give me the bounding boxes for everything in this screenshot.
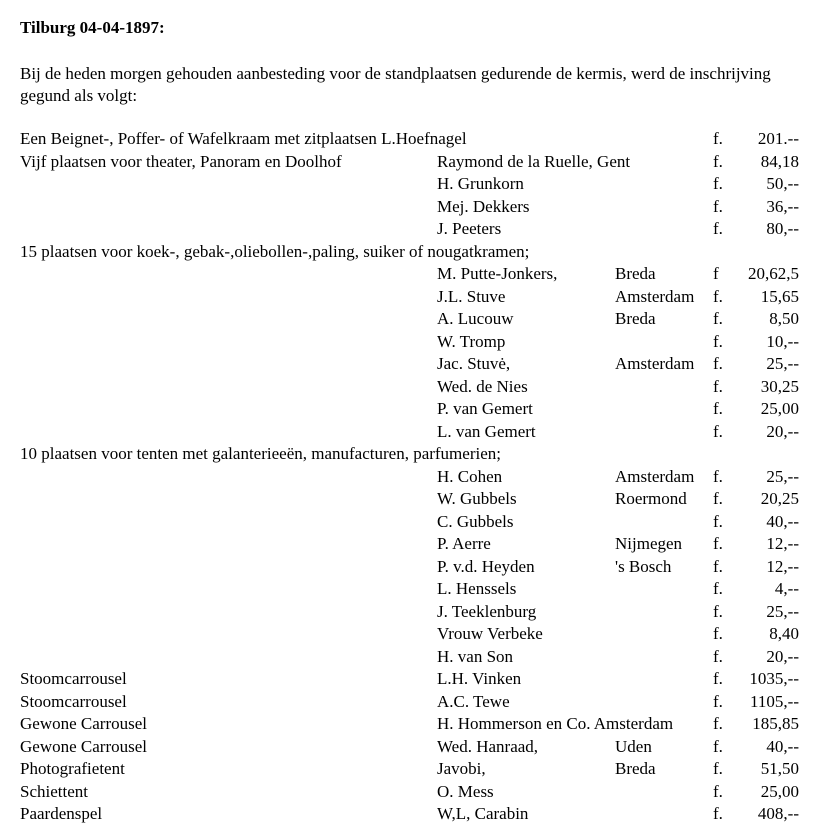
- row-currency: f.: [713, 354, 723, 373]
- row-place: 's Bosch: [615, 557, 672, 576]
- row-name: L.H. Vinken: [437, 669, 522, 688]
- row-name: P. Aerre: [437, 534, 491, 553]
- row-name: Javobi,: [437, 759, 486, 778]
- row-currency: f.: [713, 579, 723, 598]
- row-name: H. van Son: [437, 647, 514, 666]
- row-category: 15 plaatsen voor koek-, gebak-,oliebollen-,paling, suiker of nougatkramen;: [20, 242, 530, 261]
- row-amount: 12,--: [766, 557, 799, 576]
- row-amount: 25,--: [766, 354, 799, 373]
- intro-paragraph: Bij de heden morgen gehouden aanbesteding voor de standplaatsen gedurende de kermis, werd de inschrijving gegund als volgt:: [20, 64, 771, 105]
- row-amount: 50,--: [766, 174, 799, 193]
- row-category: Vijf plaatsen voor theater, Panoram en Doolhof: [20, 152, 342, 171]
- row-category: 10 plaatsen voor tenten met galanterieeën, manufacturen, parfumerien;: [20, 444, 501, 463]
- row-name: A.C. Tewe: [437, 692, 510, 711]
- row-name: H. Cohen: [437, 467, 503, 486]
- row-amount: 40,--: [766, 737, 799, 756]
- row-currency: f.: [713, 152, 723, 171]
- row-category: Photografietent: [20, 759, 125, 778]
- row-name: P. v.d. Heyden: [437, 557, 535, 576]
- row-amount: 25,--: [766, 602, 799, 621]
- row-category: Stoomcarrousel: [20, 692, 127, 711]
- row-amount: 201.--: [757, 129, 799, 148]
- row-name: Mej. Dekkers: [437, 197, 530, 216]
- row-category: Gewone Carrousel: [20, 737, 147, 756]
- row-currency: f.: [713, 489, 723, 508]
- row-name: Vrouw Verbeke: [437, 624, 543, 643]
- row-currency: f.: [713, 399, 723, 418]
- row-currency: f.: [713, 737, 723, 756]
- row-name: A. Lucouw: [437, 309, 514, 328]
- row-currency: f.: [713, 422, 723, 441]
- row-name: P. van Gemert: [437, 399, 533, 418]
- row-currency: f.: [713, 759, 723, 778]
- row-amount: 20,62,5: [748, 264, 799, 283]
- row-amount: 4,--: [774, 579, 799, 598]
- row-amount: 25,00: [760, 399, 799, 418]
- row-amount: 12,--: [766, 534, 799, 553]
- row-amount: 25,--: [766, 467, 799, 486]
- row-amount: 51,50: [760, 759, 799, 778]
- row-amount: 84,18: [760, 152, 799, 171]
- row-currency: f.: [713, 647, 723, 666]
- row-currency: f.: [713, 174, 723, 193]
- row-amount: 20,--: [766, 647, 799, 666]
- row-name: J. Teeklenburg: [437, 602, 537, 621]
- row-place: Breda: [615, 264, 656, 283]
- row-name: H. Hommerson en Co. Amsterdam: [437, 714, 674, 733]
- row-name: W,L, Carabin: [437, 804, 529, 823]
- row-name: Wed. Hanraad,: [437, 737, 539, 756]
- row-amount: 20,25: [760, 489, 799, 508]
- row-category: Een Beignet-, Poffer- of Wafelkraam met zitplaatsen L.Hoefnagel: [20, 129, 467, 148]
- row-currency: f.: [713, 332, 723, 351]
- row-amount: 8,40: [769, 624, 799, 643]
- row-name: C. Gubbels: [437, 512, 514, 531]
- row-currency: f.: [713, 512, 723, 531]
- row-place: Amsterdam: [615, 287, 695, 306]
- row-name: Jac. Stuvė,: [437, 354, 511, 373]
- row-name: M. Putte-Jonkers,: [437, 264, 558, 283]
- row-place: Breda: [615, 309, 656, 328]
- row-currency: f.: [713, 669, 723, 688]
- row-currency: f.: [713, 804, 723, 823]
- row-place: Amsterdam: [615, 354, 695, 373]
- row-currency: f.: [713, 692, 723, 711]
- row-name: Raymond de la Ruelle, Gent: [437, 152, 631, 171]
- row-category: Schiettent: [20, 782, 88, 801]
- row-currency: f.: [713, 129, 723, 148]
- row-amount: 36,--: [766, 197, 799, 216]
- row-currency: f.: [713, 782, 723, 801]
- row-amount: 1105,--: [750, 692, 799, 711]
- row-amount: 40,--: [766, 512, 799, 531]
- row-amount: 8,50: [769, 309, 799, 328]
- row-name: J.L. Stuve: [437, 287, 506, 306]
- row-amount: 30,25: [760, 377, 799, 396]
- row-currency: f.: [713, 219, 723, 238]
- row-place: Roermond: [615, 489, 687, 508]
- row-name: L. van Gemert: [437, 422, 536, 441]
- row-amount: 25,00: [760, 782, 799, 801]
- row-currency: f.: [713, 624, 723, 643]
- row-category: Paardenspel: [20, 804, 103, 823]
- row-currency: f.: [713, 377, 723, 396]
- row-currency: f.: [713, 602, 723, 621]
- row-amount: 408,--: [757, 804, 799, 823]
- row-currency: f.: [713, 557, 723, 576]
- row-amount: 1035,--: [749, 669, 799, 688]
- row-name: O. Mess: [437, 782, 494, 801]
- row-place: Nijmegen: [615, 534, 683, 553]
- row-name: L. Henssels: [437, 579, 517, 598]
- row-currency: f.: [713, 467, 723, 486]
- row-place: Breda: [615, 759, 656, 778]
- row-place: Uden: [615, 737, 652, 756]
- row-name: H. Grunkorn: [437, 174, 524, 193]
- row-currency: f.: [713, 714, 723, 733]
- row-place: Amsterdam: [615, 467, 695, 486]
- row-name: W. Gubbels: [437, 489, 517, 508]
- row-category: Gewone Carrousel: [20, 714, 147, 733]
- row-name: W. Tromp: [437, 332, 506, 351]
- row-name: J. Peeters: [437, 219, 502, 238]
- row-amount: 185,85: [752, 714, 799, 733]
- row-currency: f.: [713, 309, 723, 328]
- row-currency: f.: [713, 534, 723, 553]
- document-title: Tilburg 04-04-1897:: [20, 18, 165, 37]
- row-name: Wed. de Nies: [437, 377, 528, 396]
- row-category: Stoomcarrousel: [20, 669, 127, 688]
- row-amount: 80,--: [766, 219, 799, 238]
- row-currency: f: [713, 264, 719, 283]
- row-currency: f.: [713, 287, 723, 306]
- row-currency: f.: [713, 197, 723, 216]
- row-amount: 10,--: [766, 332, 799, 351]
- row-amount: 20,--: [766, 422, 799, 441]
- row-amount: 15,65: [760, 287, 799, 306]
